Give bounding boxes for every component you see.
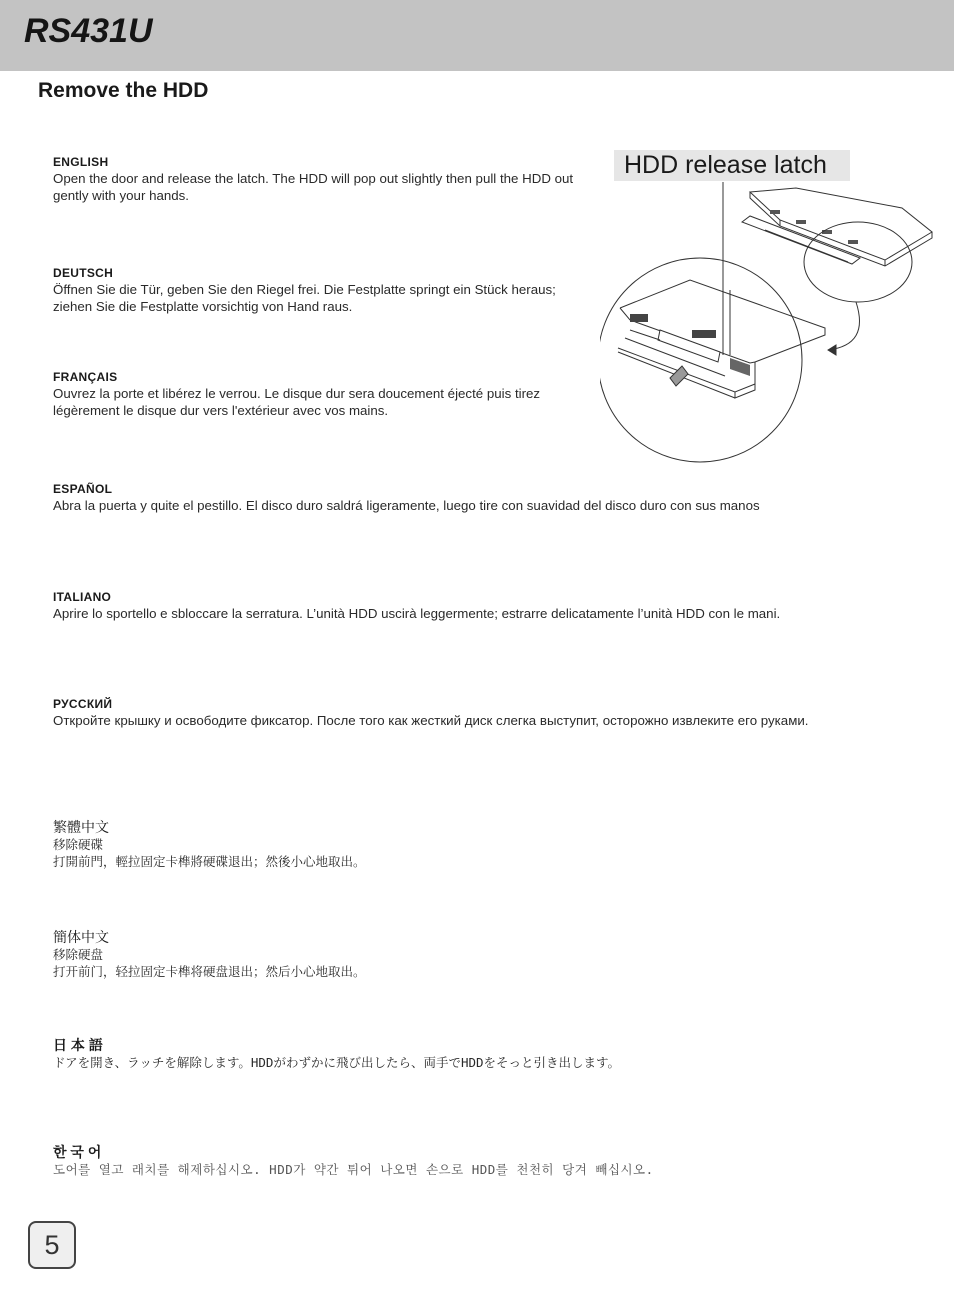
language-block-traditional-chinese [53, 818, 366, 870]
zoom-circle-large [600, 258, 802, 462]
language-heading: РУССКИЙ [53, 697, 113, 711]
language-block-italiano [53, 589, 780, 622]
instruction-line: ドアを開き、ラッチを解除します。HDDがわずかに飛び出したら、両手でHDDをそっと引き出します。 [53, 1055, 621, 1070]
language-heading: 한 국 어 [53, 1144, 102, 1160]
instruction-line: 打开前门，轻拉固定卡榫将硬盘退出；然后小心地取出。 [53, 964, 366, 979]
instruction-line: ziehen Sie die Festplatte vorsichtig von Hand raus. [53, 299, 353, 314]
language-heading: ENGLISH [53, 155, 109, 169]
zoom-arrow [828, 302, 860, 350]
server-unit-small [742, 188, 932, 266]
instruction-line: 移除硬碟 [53, 837, 104, 852]
hdd-bay-detail [618, 280, 825, 398]
language-heading: 日 本 語 [53, 1037, 103, 1053]
instruction-line: 打開前門，輕拉固定卡榫將硬碟退出；然後小心地取出。 [53, 854, 366, 869]
header-bar [0, 0, 954, 71]
model-title: RS431U [24, 12, 153, 50]
language-block-simplified-chinese [53, 928, 366, 980]
instruction-line: Abra la puerta y quite el pestillo. El disco duro saldrá ligeramente, luego tire con suavidad del disco duro con sus manos [53, 498, 760, 513]
language-heading: 簡体中文 [53, 929, 109, 945]
instruction-line: Aprire lo sportello e sbloccare la serratura. L’unità HDD uscirà leggermente; estrarre delicatamente l’unità HDD con le mani. [53, 606, 781, 621]
language-block-korean [53, 1143, 654, 1178]
instruction-line: Откройте крышку и освободите фиксатор. После того как жесткий диск слегка выступит, осторожно извлеките его руками. [53, 713, 809, 728]
instruction-line: légèrement le disque dur vers l'extérieur avec vos mains. [53, 403, 389, 418]
hdd-removal-illustration [600, 180, 940, 465]
instruction-line: Ouvrez la porte et libérez le verrou. Le disque dur sera doucement éjecté puis tirez [53, 386, 541, 401]
instruction-line: gently with your hands. [53, 188, 190, 203]
language-block-russian [53, 696, 808, 729]
language-block-espanol [53, 481, 760, 514]
instruction-line: Öffnen Sie die Tür, geben Sie den Riegel frei. Die Festplatte springt ein Stück heraus; [53, 282, 556, 297]
section-title: Remove the HDD [38, 79, 209, 102]
language-heading: DEUTSCH [53, 266, 114, 280]
language-heading: ITALIANO [53, 590, 112, 604]
language-heading: ESPAÑOL [53, 482, 113, 496]
page-number-box [28, 1221, 76, 1269]
page-number: 5 [44, 1230, 60, 1260]
instruction-line: 移除硬盘 [53, 947, 104, 962]
instruction-line: 도어를 열고 래치를 해제하십시오. HDD가 약간 튀어 나오면 손으로 HDD를 천천히 당겨 빼십시오. [53, 1162, 654, 1177]
callout-label: HDD release latch [624, 151, 827, 179]
language-block-deutsch [53, 265, 556, 315]
language-block-francais [53, 369, 540, 419]
instruction-line: Open the door and release the latch. The HDD will pop out slightly then pull the HDD out [53, 171, 574, 186]
language-heading: 繁體中文 [53, 819, 109, 835]
callout-box [614, 150, 850, 181]
language-block-english [53, 154, 573, 204]
language-block-japanese [53, 1036, 620, 1071]
language-heading: FRANÇAIS [53, 370, 118, 384]
